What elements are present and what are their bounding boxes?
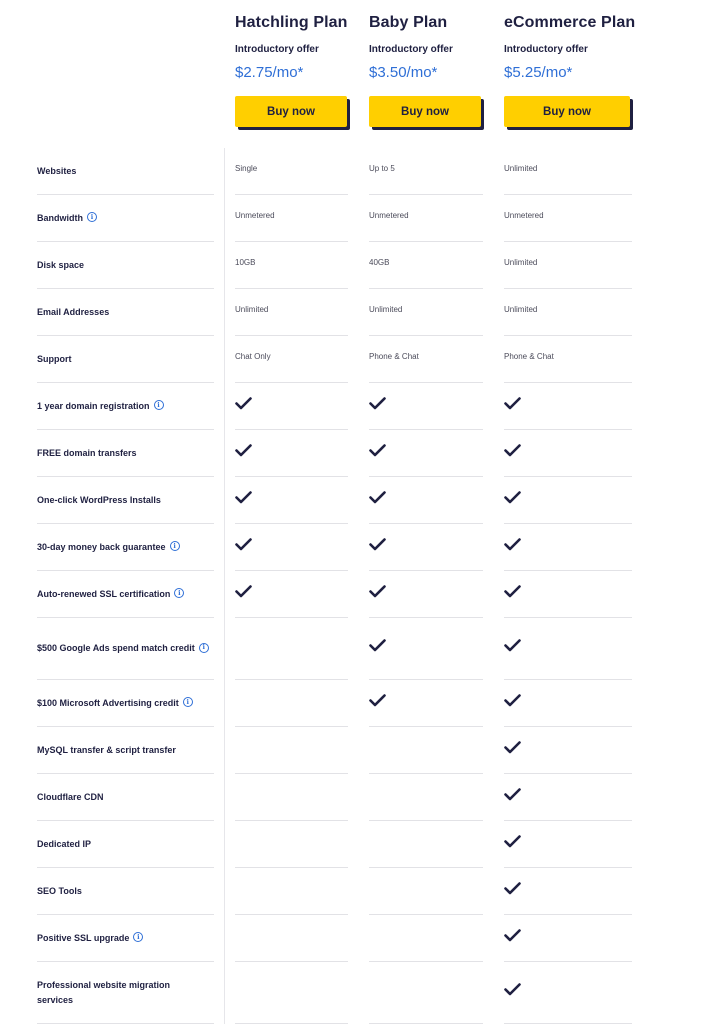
feature-value: Unlimited (504, 257, 538, 267)
buy-now-button-ecommerce[interactable]: Buy now (504, 96, 630, 127)
plan-name: eCommerce Plan (504, 14, 636, 31)
feature-row (0, 774, 705, 821)
feature-cell (504, 195, 632, 242)
check-icon (504, 882, 521, 895)
feature-value: Unlimited (504, 163, 538, 173)
check-icon (504, 639, 521, 652)
feature-cell (235, 195, 348, 242)
check-icon (235, 538, 252, 551)
feature-label (37, 727, 214, 774)
feature-label (37, 524, 214, 571)
feature-cell (235, 962, 348, 1024)
feature-label (37, 430, 214, 477)
info-icon[interactable]: i (170, 541, 180, 551)
feature-label (37, 868, 214, 915)
check-icon (369, 491, 386, 504)
feature-label-wrap (37, 641, 209, 656)
feature-label-wrap (37, 587, 184, 602)
feature-cell (235, 148, 348, 195)
info-icon[interactable]: i (133, 932, 143, 942)
check-icon (504, 929, 521, 942)
feature-value: Up to 5 (369, 163, 395, 173)
feature-label (37, 821, 214, 868)
feature-label (37, 336, 214, 383)
check-icon (369, 639, 386, 652)
check-icon (504, 694, 521, 707)
feature-cell (369, 430, 483, 477)
feature-cell (504, 727, 632, 774)
check-icon (369, 397, 386, 410)
feature-cell (504, 336, 632, 383)
feature-label (37, 774, 214, 821)
feature-cell (369, 148, 483, 195)
feature-cell (369, 571, 483, 618)
feature-label-wrap (37, 931, 143, 946)
feature-cell (235, 727, 348, 774)
feature-cell (504, 868, 632, 915)
feature-label-text: Disk space (37, 259, 85, 270)
feature-row (0, 477, 705, 524)
feature-value: Unmetered (504, 210, 544, 220)
feature-value: Unlimited (504, 304, 538, 314)
feature-value: Chat Only (235, 351, 271, 361)
feature-label-text: Positive SSL upgrade (37, 932, 130, 943)
feature-cell (504, 618, 632, 680)
feature-label-text: Professional website migration services (37, 979, 171, 1005)
info-icon[interactable]: i (87, 212, 97, 222)
feature-value: 40GB (369, 257, 390, 267)
check-icon (369, 444, 386, 457)
feature-cell (235, 571, 348, 618)
buy-now-button-baby[interactable]: Buy now (369, 96, 481, 127)
feature-row (0, 571, 705, 618)
feature-row (0, 336, 705, 383)
feature-cell (369, 289, 483, 336)
feature-row (0, 915, 705, 962)
feature-label (37, 383, 214, 430)
feature-cell (235, 336, 348, 383)
feature-cell (369, 727, 483, 774)
feature-label-text: $500 Google Ads spend match credit (37, 643, 195, 653)
feature-label-text: Email Addresses (37, 306, 110, 317)
feature-row (0, 962, 705, 1024)
check-icon (504, 788, 521, 801)
feature-label (37, 148, 214, 195)
feature-label-text: SEO Tools (37, 885, 82, 896)
check-icon (369, 538, 386, 551)
feature-value: Unmetered (235, 210, 275, 220)
feature-cell (369, 618, 483, 680)
feature-cell (235, 430, 348, 477)
info-icon[interactable]: i (154, 400, 164, 410)
feature-label-text: 30-day money back guarantee (37, 541, 166, 552)
feature-label-wrap (37, 399, 164, 414)
feature-label-text: 1 year domain registration (37, 400, 150, 411)
plan-offer: Introductory offer (369, 44, 453, 55)
feature-cell (369, 524, 483, 571)
feature-cell (369, 774, 483, 821)
feature-label (37, 571, 214, 618)
check-icon (504, 444, 521, 457)
feature-label (37, 618, 214, 680)
check-icon (504, 835, 521, 848)
feature-row (0, 680, 705, 727)
feature-label-wrap (37, 211, 97, 226)
feature-label-text: Support (37, 353, 72, 364)
feature-label-text: Cloudflare CDN (37, 791, 104, 802)
feature-value: Single (235, 163, 258, 173)
feature-value: Unmetered (369, 210, 409, 220)
feature-cell (369, 821, 483, 868)
feature-row (0, 383, 705, 430)
feature-cell (369, 383, 483, 430)
feature-cell (369, 242, 483, 289)
feature-value: Unlimited (235, 304, 269, 314)
feature-label-text: FREE domain transfers (37, 447, 137, 458)
feature-label-wrap (37, 540, 180, 555)
feature-cell (235, 868, 348, 915)
feature-cell (504, 962, 632, 1024)
check-icon (504, 491, 521, 504)
check-icon (504, 538, 521, 551)
feature-label (37, 477, 214, 524)
feature-row (0, 195, 705, 242)
feature-cell (504, 242, 632, 289)
plan-price: $3.50/mo* (369, 64, 438, 81)
info-icon[interactable]: i (174, 588, 184, 598)
plan-name: Hatchling Plan (235, 14, 348, 31)
feature-row (0, 289, 705, 336)
feature-label (37, 289, 214, 336)
feature-row (0, 618, 705, 680)
feature-cell (369, 680, 483, 727)
check-icon (504, 585, 521, 598)
feature-value: 10GB (235, 257, 256, 267)
feature-cell (235, 680, 348, 727)
feature-cell (235, 242, 348, 289)
feature-row (0, 524, 705, 571)
check-icon (235, 444, 252, 457)
feature-label (37, 915, 214, 962)
feature-cell (369, 915, 483, 962)
feature-cell (504, 383, 632, 430)
feature-label-text: Auto-renewed SSL certification (37, 588, 171, 599)
feature-label-text: MySQL transfer & script transfer (37, 744, 176, 755)
feature-cell (235, 383, 348, 430)
feature-row (0, 821, 705, 868)
feature-cell (235, 774, 348, 821)
feature-label-text: One-click WordPress Installs (37, 494, 161, 505)
check-icon (504, 397, 521, 410)
feature-value: Phone & Chat (369, 351, 419, 361)
feature-label-text: Dedicated IP (37, 838, 92, 849)
feature-row (0, 727, 705, 774)
feature-cell (235, 618, 348, 680)
feature-value: Unlimited (369, 304, 403, 314)
check-icon (235, 491, 252, 504)
feature-cell (369, 195, 483, 242)
feature-cell (235, 821, 348, 868)
plan-offer: Introductory offer (504, 44, 588, 55)
feature-label-text: Bandwidth (37, 212, 83, 223)
feature-label (37, 195, 214, 242)
check-icon (369, 585, 386, 598)
feature-cell (235, 289, 348, 336)
feature-label (37, 680, 214, 727)
feature-cell (235, 524, 348, 571)
feature-label (37, 962, 214, 1024)
feature-label (37, 242, 214, 289)
feature-row (0, 148, 705, 195)
feature-cell (504, 289, 632, 336)
feature-cell (504, 680, 632, 727)
feature-value: Phone & Chat (504, 351, 554, 361)
feature-row (0, 430, 705, 477)
plan-price: $2.75/mo* (235, 64, 304, 81)
feature-cell (504, 524, 632, 571)
info-icon[interactable]: i (183, 697, 193, 707)
feature-cell (369, 868, 483, 915)
feature-cell (504, 430, 632, 477)
feature-cell (369, 962, 483, 1024)
feature-label-wrap (37, 696, 193, 711)
feature-cell (235, 477, 348, 524)
check-icon (504, 983, 521, 996)
feature-cell (504, 477, 632, 524)
feature-cell (235, 915, 348, 962)
check-icon (235, 585, 252, 598)
feature-row (0, 242, 705, 289)
feature-cell (504, 774, 632, 821)
feature-label-text: $100 Microsoft Advertising credit (37, 697, 179, 708)
plan-offer: Introductory offer (235, 44, 319, 55)
feature-cell (504, 821, 632, 868)
check-icon (235, 397, 252, 410)
feature-cell (369, 336, 483, 383)
plan-name: Baby Plan (369, 14, 448, 31)
feature-label-text: Websites (37, 165, 77, 176)
feature-cell (504, 148, 632, 195)
plan-price: $5.25/mo* (504, 64, 573, 81)
buy-now-button-hatchling[interactable]: Buy now (235, 96, 347, 127)
check-icon (369, 694, 386, 707)
feature-cell (504, 915, 632, 962)
feature-cell (369, 477, 483, 524)
feature-cell (504, 571, 632, 618)
info-icon[interactable]: i (199, 643, 209, 653)
check-icon (504, 741, 521, 754)
feature-row (0, 868, 705, 915)
